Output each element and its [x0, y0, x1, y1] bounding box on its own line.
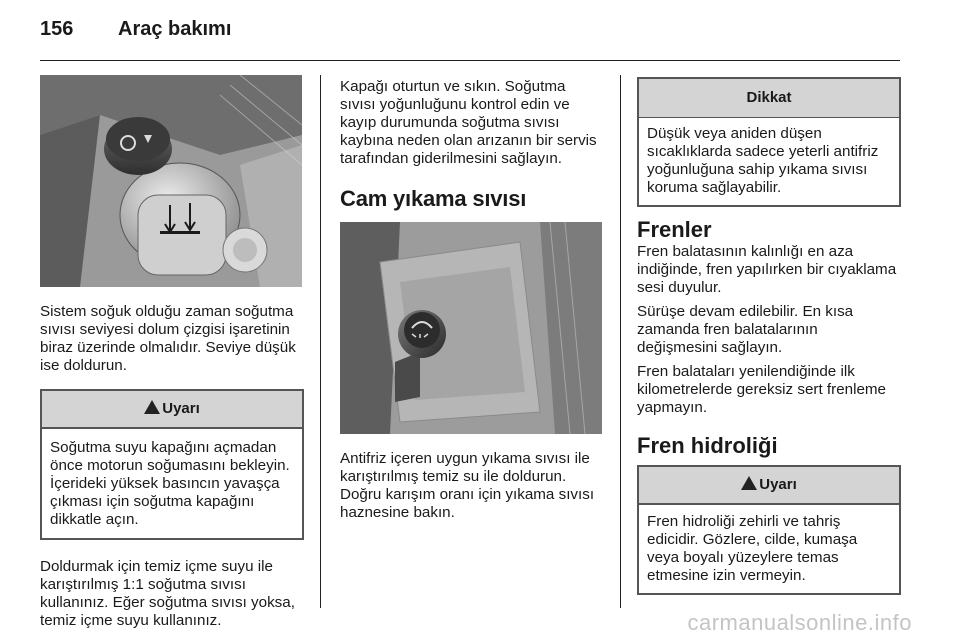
brake-fluid-heading: Fren hidroliği [637, 433, 778, 458]
coolant-warning-text: Soğutma suyu kapağını açmadan önce motorun soğumasını bekleyin. İçerideki yüksek basıncın yavaşça çıkması için soğutma kapağını dikkatle açın. [50, 439, 290, 528]
header-rule [40, 60, 900, 61]
washer-notice-title: Dikkat [639, 79, 899, 118]
brake-fluid-warning-text: Fren hidroliği zehirli ve tahriş edicidir. Gözlere, cilde, kumaşa veya boyalı yüzeylere temas etmesine izin vermeyin. [647, 513, 858, 584]
page-title: Araç bakımı [118, 18, 232, 40]
coolant-warning-header [42, 391, 302, 429]
coolant-warning-box [40, 389, 304, 540]
coolant-reservoir-image [40, 75, 302, 287]
brake-fluid-warning-box [637, 465, 901, 595]
washer-reservoir-image [340, 222, 602, 434]
washer-reservoir-illustration [340, 222, 602, 434]
washer-fluid-paragraph: Antifriz içeren uygun yıkama sıvısı ile karıştırılmış temiz su ile doldurun. Doğru karışım oranı için yıkama sıvısı haznesine bakın. [340, 450, 595, 521]
brake-fluid-warning-header [639, 467, 899, 505]
watermark: carmanualsonline.info [687, 610, 912, 635]
washer-fluid-heading: Cam yıkama sıvısı [340, 186, 527, 211]
column-3 [637, 77, 901, 595]
warning-triangle-icon [741, 476, 757, 490]
page-number: 156 [40, 18, 74, 40]
coolant-reservoir-illustration [40, 75, 302, 287]
coolant-continue-text: Kapağı oturtun ve sıkın. Soğutma sıvısı yoğunluğunu kontrol edin ve kayıp durumunda soğutma sıvısı kaybına neden olan arızanın bir servis tarafından giderilmesini sağlayın. [340, 78, 597, 167]
page-header [40, 18, 231, 41]
warning-triangle-icon [144, 400, 160, 414]
brakes-paragraph-3: Fren balataları yenilendiğinde ilk kilometrelerde gereksiz sert frenleme yapmayın. [637, 363, 886, 416]
column-divider-1 [320, 75, 321, 608]
washer-notice-box [637, 77, 901, 207]
column-divider-2 [620, 75, 621, 608]
coolant-warning-title: Uyarı [162, 400, 200, 417]
brakes-paragraph-2: Sürüşe devam edilebilir. En kısa zamanda fren balatalarının değişmesini sağlayın. [637, 303, 854, 356]
brakes-paragraph-1: Fren balatasının kalınlığı en aza indiğinde, fren yapılırken bir cıyaklama sesi duyulur. [637, 243, 897, 296]
brakes-heading: Frenler [637, 217, 712, 242]
column-1 [40, 75, 304, 630]
brake-fluid-warning-title: Uyarı [759, 476, 797, 493]
coolant-caption: Sistem soğuk olduğu zaman soğutma sıvısı seviyesi dolum çizgisi işaretinin biraz üzerinde olmalıdır. Seviye düşük ise doldurun. [40, 303, 296, 374]
coolant-fill-paragraph: Doldurmak için temiz içme suyu ile karıştırılmış 1:1 soğutma sıvısı kullanınız. Eğer soğutma sıvısı yoksa, temiz içme suyu kullanınız. [40, 558, 295, 629]
column-2 [340, 78, 604, 522]
washer-notice-text: Düşük veya aniden düşen sıcaklıklarda sadece yeterli antifriz yoğunluğuna sahip yıkama sıvısı koruma sağlayabilir. [647, 125, 879, 196]
